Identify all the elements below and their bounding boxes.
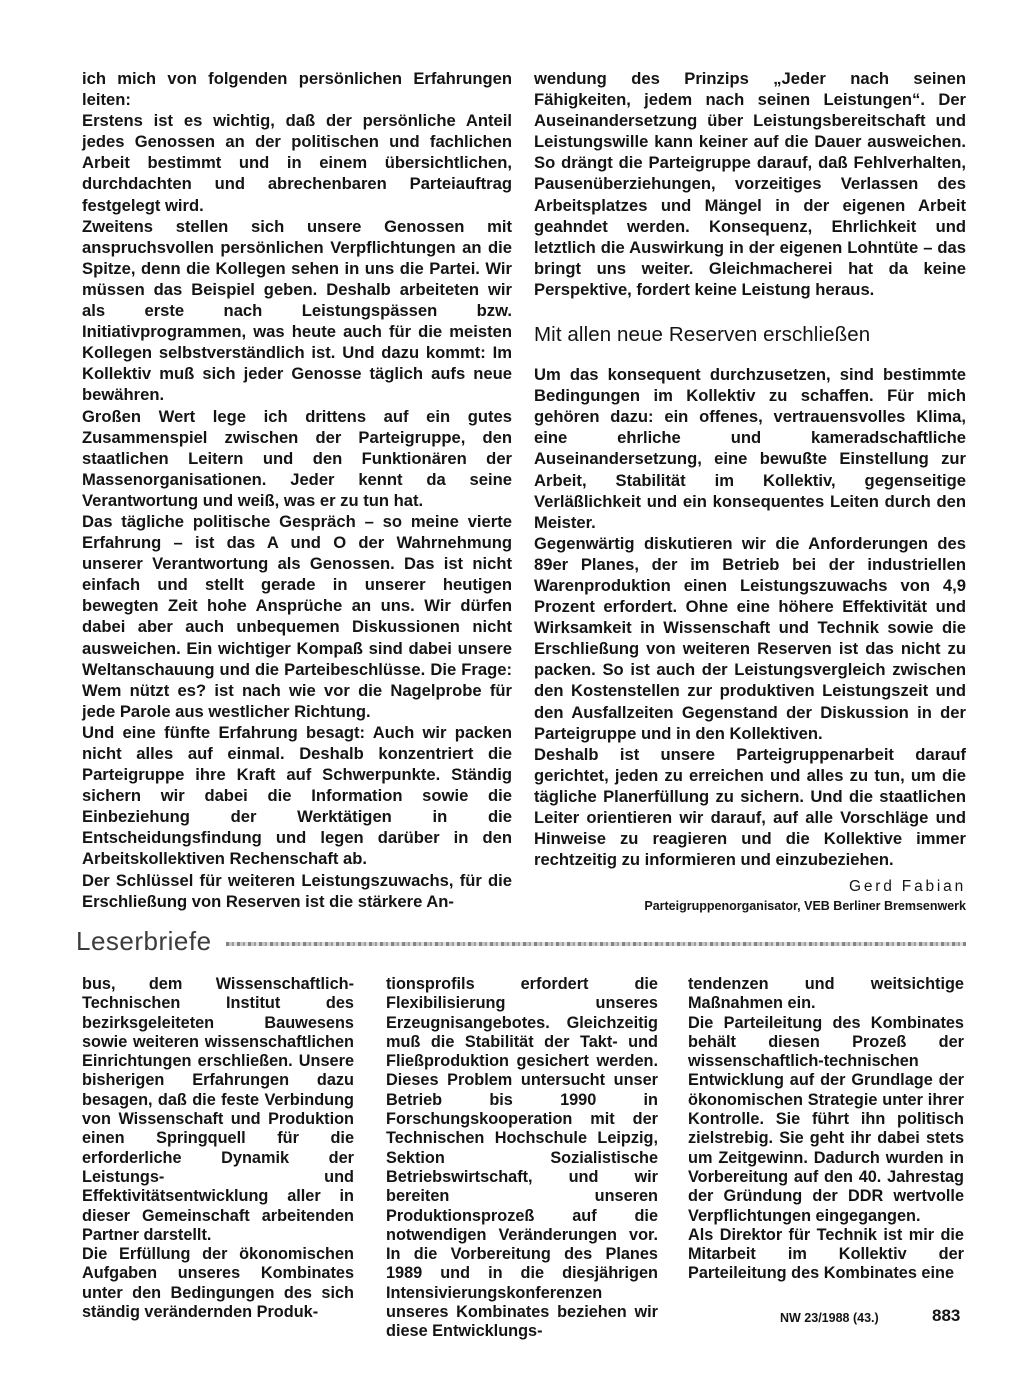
letters-column-1: [82, 975, 354, 1322]
paragraph: Deshalb ist unsere Parteigruppenarbeit darauf gerichtet, jeden zu erreichen und alles zu tun, um die tägliche Planerfüllung zu sichern. Und die staatlichen Leiter orientieren wir darauf, auf alle Vorschläge und Hinweise zu reagieren und die Kollektive immer rechtzeitig zu informieren und einzubeziehen.: [534, 744, 966, 870]
section-title: Leserbriefe: [76, 926, 212, 956]
letters-column-2: [386, 975, 658, 1342]
paragraph: wendung des Prinzips „Jeder nach seinen Fähigkeiten, jedem nach seinen Leistungen“. Der Auseinandersetzung über Leistungsbereitschaft und Leistungswille kann keiner auf die Dauer ausweichen. So drängt die Parteigruppe darauf, daß Fehlverhalten, Pausenüberziehungen, vorzeitiges Verlassen des Arbeitsplatzes und Mängel in der eigenen Arbeit geahndet werden. Konsequenz, Ehrlichkeit und letztlich die Auswirkung in der eigenen Lohntüte – das bringt uns weiter. Gleichmacherei hat da keine Perspektive, fordert keine Leistung heraus.: [534, 69, 966, 299]
paragraph: Und eine fünfte Erfahrung besagt: Auch wir packen nicht alles auf einmal. Deshalb konzentriert die Parteigruppe ihre Kraft auf Schwerpunkte. Ständig sichern wir dabei die Information sowie die Einbeziehung der Werktätigen in die Entscheidungsfindung und legen darüber in den Arbeitskollektiven Rechenschaft ab.: [82, 722, 512, 869]
paragraph: Der Schlüssel für weiteren Leistungszuwachs, für die Erschließung von Reserven ist die stärkere An-: [82, 870, 512, 911]
paragraph: tendenzen und weitsichtige Maßnahmen ein.: [688, 975, 964, 1013]
paragraph: Um das konsequent durchzusetzen, sind bestimmte Bedingungen im Kollektiv zu schaffen. Für mich gehören dazu: ein offenes, vertrauensvolles Klima, eine ehrliche und kameradschaftliche Auseinandersetzung, eine bewußte Einstellung zur Arbeit, Stabilität im Kollektiv, gegenseitige Verläßlichkeit und ein konsequentes Leiten durch den Meister.: [534, 365, 966, 532]
paragraph: Die Parteileitung des Kombinates behält diesen Prozeß der wissenschaftlich-technischen Entwicklung auf der Grundlage der ökonomischen Strategie unter ihrer Kontrolle. Sie führt ihn politisch zielstrebig. Sie geht ihr dabei stets um Zeitgewinn. Dadurch wurden in Vorbereitung auf den 40. Jahrestag der Gründung der DDR wertvolle Verpflichtungen eingegangen.: [688, 1013, 964, 1225]
paragraph: Die Erfüllung der ökonomischen Aufgaben unseres Kombinates unter den Bedingungen des sich ständig verändernden Produk-: [82, 1245, 354, 1322]
letters-column-3: [688, 975, 964, 1284]
section-rule: [226, 942, 966, 946]
article-column-left: [82, 68, 512, 912]
paragraph: Gegenwärtig diskutieren wir die Anforderungen des 89er Planes, der im Betrieb bei der industriellen Warenproduktion einen Leistungszuwachs von 4,9 Prozent erfordert. Ohne eine höhere Effektivität und Wirksamkeit in Wissenschaft und Technik sowie die Erschließung von weiteren Reserven ist das nicht zu packen. So ist auch der Leistungsvergleich zwischen den Kostenstellen zur produktiven Leistungszeit und den Ausfallzeiten Gegenstand der Diskussion in der Parteigruppe und in den Kollektiven.: [534, 533, 966, 743]
page-number: 883: [932, 1306, 961, 1325]
paragraph: Erstens ist es wichtig, daß der persönliche Anteil jedes Genossen an der politischen und fachlichen Arbeit bestimmt und in einem übersichtlichen, durchdachten und abrechenbaren Parteiauftrag festgelegt wird.: [82, 111, 512, 215]
article-column-right: [534, 68, 966, 915]
paragraph: bus, dem Wissenschaftlich-Technischen Institut des bezirksgeleiteten Bauwesens sowie weiteren wissenschaftlichen Einrichtungen erschließen. Unsere bisherigen Erfahrungen dazu besagen, daß die feste Verbindung von Wissenschaft und Produktion einen Springquell für die erforderliche Dynamik der Leistungs- und Effektivitätsentwicklung aller in dieser Gemeinschaft arbeitenden Partner darstellt.: [82, 975, 354, 1244]
section-header: [76, 924, 970, 960]
author-affiliation: Parteigruppenorganisator, VEB Berliner Bremsenwerk: [644, 899, 966, 914]
paragraph: Großen Wert lege ich drittens auf ein gutes Zusammenspiel zwischen der Parteigruppe, den staatlichen Leitern und den Funktionären der Massenorganisationen. Jeder kennt da seine Verantwortung und weiß, was er zu tun hat.: [82, 406, 512, 510]
paragraph: Das tägliche politische Gespräch – so meine vierte Erfahrung – ist das A und O der Wahrnehmung unserer Verantwortung als Genossen. Das ist nicht einfach und stellt gerade in unserer heutigen bewegten Zeit hohe Ansprüche an uns. Wir dürfen dabei aber auch unbequemen Diskussionen nicht ausweichen. Ein wichtiger Kompaß sind dabei unsere Weltanschauung und die Parteibeschlüsse. Die Frage: Wem nützt es? ist nach wie vor die Nagelprobe für jede Parole aus westlicher Richtung.: [82, 511, 512, 721]
paragraph: Als Direktor für Technik ist mir die Mitarbeit im Kollektiv der Parteileitung des Kombinates eine: [688, 1225, 964, 1283]
author-name: Gerd Fabian: [849, 878, 966, 896]
article-subheading: Mit allen neue Reserven erschließen: [534, 323, 871, 347]
paragraph: Zweitens stellen sich unsere Genossen mit anspruchsvollen persönlichen Verpflichtungen an die Spitze, denn die Kollegen sehen in uns die Partei. Wir müssen das Beispiel geben. Deshalb arbeiteten wir als erste nach Leistungspässen bzw. Initiativprogrammen, was heute auch für die meisten Kollegen selbstverständlich ist. Und dazu kommt: Im Kollektiv muß sich jeder Genosse täglich aufs neue bewähren.: [82, 216, 512, 405]
paragraph: tionsprofils erfordert die Flexibilisierung unseres Erzeugnisangebotes. Gleichzeitig muß die Stabilität der Takt- und Fließproduktion gesichert werden. Dieses Problem untersucht unser Betrieb bis 1990 in Forschungskooperation mit der Technischen Hochschule Leipzig, Sektion Sozialistische Betriebswirtschaft, und wir bereiten unseren Produktionsprozeß auf die notwendigen Veränderungen vor. In die Vorbereitung des Planes 1989 und in die diesjährigen Intensivierungskonferenzen unseres Kombinates beziehen wir diese Entwicklungs-: [386, 975, 658, 1341]
issue-reference: NW 23/1988 (43.): [780, 1311, 879, 1325]
paragraph: ich mich von folgenden persönlichen Erfahrungen leiten:: [82, 69, 512, 110]
byline: [534, 876, 966, 915]
